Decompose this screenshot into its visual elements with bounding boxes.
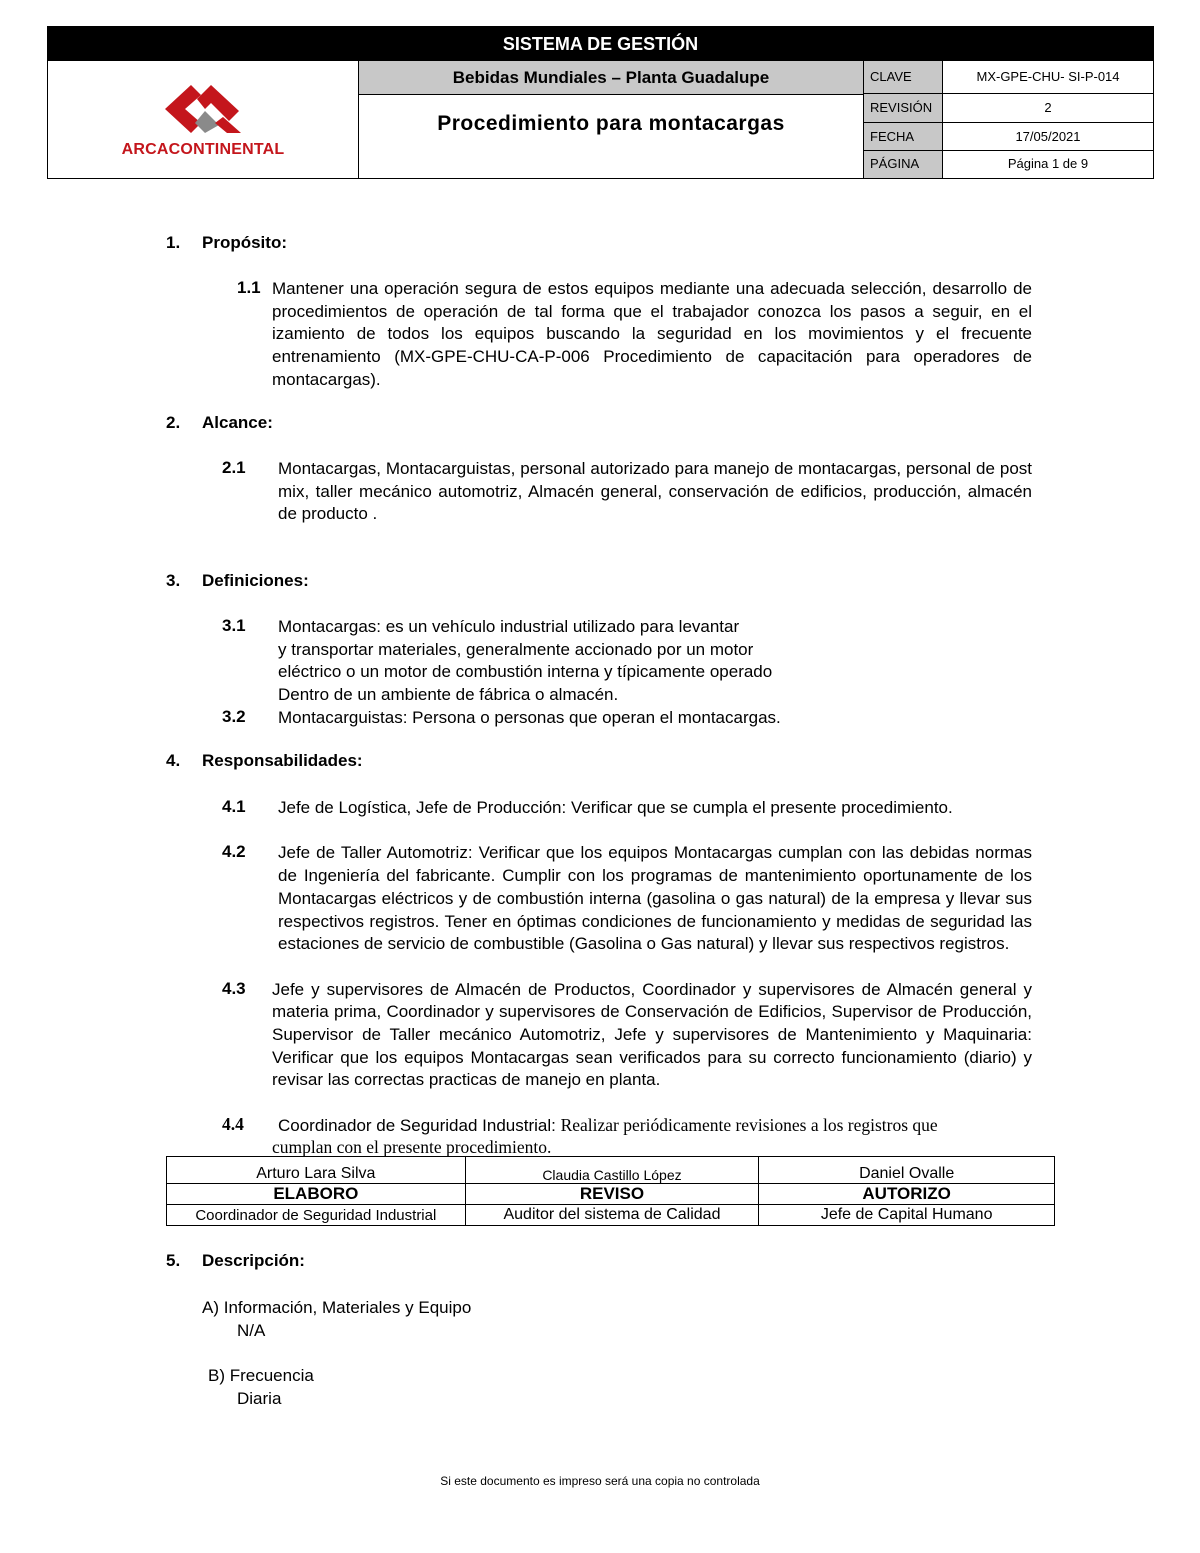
item-text-continued: cumplan con el presente procedimiento. xyxy=(272,1137,552,1157)
section-heading-proposito: 1. Propósito: xyxy=(166,233,287,252)
info-row-fecha xyxy=(864,123,1153,151)
procedure-title: Procedimiento para montacargas xyxy=(359,95,864,178)
item-number: 4.1 xyxy=(222,797,246,816)
item-text-part: Realizar periódicamente revisiones a los registros que xyxy=(560,1115,938,1135)
signatures-table xyxy=(166,1156,1055,1226)
info-label: CLAVE xyxy=(864,61,943,93)
item-text: Montacarguistas: Persona o personas que operan el montacargas. xyxy=(278,707,781,727)
item-number: 4.4 xyxy=(222,1114,244,1134)
signer-role: REVISO xyxy=(465,1184,759,1205)
signature-names-row xyxy=(167,1157,1055,1184)
description-item-label: A) Información, Materiales y Equipo xyxy=(202,1298,472,1317)
definition-line: Dentro de un ambiente de fábrica o almacén. xyxy=(278,685,619,705)
info-row-revision xyxy=(864,94,1153,123)
info-row-clave xyxy=(864,61,1153,94)
item-text: Jefe y supervisores de Almacén de Productos, Coordinador y supervisores de Almacén general y materia prima, Coordinador y supervisores de Conservación de Edificios, Supervisor de Producción, Supervisor de Taller mecánico Automotriz, Jefe y supervisores de Mantenimiento y Maquinaria: Verificar que los equipos Montacargas sean verificados para su correcto funcionamiento (diario) y revisar las correctas practicas de manejo en planta. xyxy=(272,979,1032,1090)
signer-title: Jefe de Capital Humano xyxy=(759,1205,1055,1226)
info-value: 2 xyxy=(1044,100,1052,115)
company-logo xyxy=(48,61,359,178)
definition-line: eléctrico o un motor de combustión interna y típicamente operado xyxy=(278,662,773,682)
info-label: FECHA xyxy=(864,123,943,150)
logo-wordmark: ARCACONTINENTAL xyxy=(121,140,285,158)
info-label: PÁGINA xyxy=(864,151,943,178)
footer-disclaimer: Si este documento es impreso será una copia no controlada xyxy=(440,1474,760,1488)
signer-name: Claudia Castillo López xyxy=(465,1157,759,1184)
info-value: 17/05/2021 xyxy=(1015,129,1081,144)
system-title: SISTEMA DE GESTIÓN xyxy=(48,27,1153,61)
signer-name: Arturo Lara Silva xyxy=(167,1157,466,1184)
item-number: 1.1 xyxy=(237,278,261,297)
definition-line: Montacargas: es un vehículo industrial utilizado para levantar xyxy=(278,617,740,636)
item-text: Mantener una operación segura de estos equipos mediante una adecuada selección, desarrollo de procedimientos de operación de tal forma que el trabajador conozca los pasos a seguir, en el izamiento de todos los equipos buscando la seguridad en los movimientos y el frecuente entrenamiento (MX-GPE-CHU-CA-P-006 Procedimiento de capacitación para operadores de montacargas). xyxy=(272,279,1032,389)
item-number: 3.2 xyxy=(222,706,246,726)
info-value: MX-GPE-CHU- SI-P-014 xyxy=(976,69,1120,84)
signer-role: ELABORO xyxy=(167,1184,466,1205)
item-number: 4.3 xyxy=(222,978,246,998)
info-label: REVISIÓN xyxy=(864,94,943,122)
description-item-value: Diaria xyxy=(237,1389,282,1408)
info-value: Página 1 de 9 xyxy=(1007,156,1089,171)
section-heading-descripcion: 5. Descripción: xyxy=(166,1251,305,1270)
item-text xyxy=(278,1114,938,1138)
description-item-value: N/A xyxy=(237,1321,266,1340)
item-number: 2.1 xyxy=(222,458,246,477)
document-info-grid xyxy=(864,61,1153,178)
info-row-pagina xyxy=(864,151,1153,178)
section-heading-definiciones: 3. Definiciones: xyxy=(166,571,309,590)
signer-title: Auditor del sistema de Calidad xyxy=(465,1205,759,1226)
item-text: Jefe de Taller Automotriz: Verificar que los equipos Montacargas cumplan con las debidas normas de Ingeniería del fabricante. Cumplir con los programas de mantenimiento oportunamente de los Montacargas eléctricos y de combustión interna (gasolina o gas natural) de la empresa y llevar sus respectivos registros. Tener en óptimas condiciones de funcionamiento y medidas de seguridad las estaciones de servicio de combustible (Gasolina o Gas natural) y llevar sus respectivos registros. xyxy=(278,843,1032,954)
arca-logo-icon xyxy=(161,81,245,137)
section-heading-alcance: 2. Alcance: xyxy=(166,413,273,432)
item-number: 3.1 xyxy=(222,616,246,635)
section-heading-responsabilidades: 4. Responsabilidades: xyxy=(166,751,363,770)
item-text-part: Coordinador de Seguridad Industrial: xyxy=(278,1116,561,1135)
item-text: Montacargas, Montacarguistas, personal autorizado para manejo de montacargas, personal de post mix, taller mecánico automotriz, Almacén general, conservación de edificios, producción, almacén de producto . xyxy=(278,459,1032,524)
description-item-label: B) Frecuencia xyxy=(208,1366,314,1385)
signer-role: AUTORIZO xyxy=(759,1184,1055,1205)
signature-titles-row xyxy=(167,1205,1055,1226)
document-header xyxy=(47,26,1154,179)
item-text: Jefe de Logística, Jefe de Producción: Verificar que se cumpla el presente procedimiento. xyxy=(278,798,953,817)
signer-title: Coordinador de Seguridad Industrial xyxy=(167,1205,466,1226)
item-number: 4.2 xyxy=(222,842,246,862)
signer-name: Daniel Ovalle xyxy=(759,1157,1055,1184)
company-name: Bebidas Mundiales – Planta Guadalupe xyxy=(359,61,864,95)
signature-roles-row xyxy=(167,1184,1055,1205)
definition-line: y transportar materiales, generalmente accionado por un motor xyxy=(278,639,754,659)
